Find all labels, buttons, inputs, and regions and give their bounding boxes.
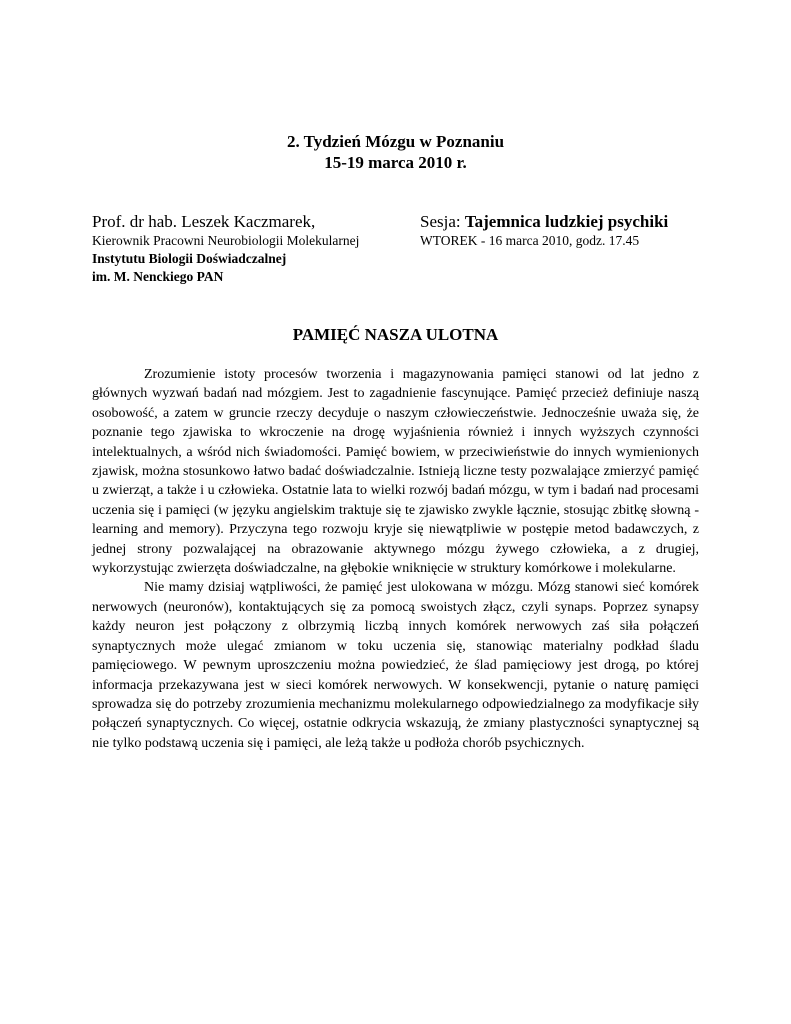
author-position: Kierownik Pracowni Neurobiologii Molekularnej [92, 233, 360, 248]
paragraph: Zrozumienie istoty procesów tworzenia i magazynowania pamięci stanowi od lat jedno z głównych wyzwań badań nad mózgiem. Jest to zagadnienie fascynujące. Pamięć przecież definiuje naszą osobowość, a zatem w gruncie rzeczy decyduje o naszym człowieczeństwie. Jednocześnie uważa się, że poznanie tego zjawiska to wkroczenie na drogę wyjaśnienia również i innych wyższych czynności intelektualnych, a wśród nich świadomości. Pamięć bowiem, w przeciwieństwie do innych wymienionych zjawisk, można stosunkowo łatwo badać doświadczalnie. Istnieją liczne testy pozwalające zmierzyć pamięć u zwierząt, a także i u człowieka. Ostatnie lata to wielki rozwój badań mózgu, w tym i badań nad procesami uczenia się i pamięci (w języku angielskim traktuje się te zjawisko zwykle łącznie, stosując zbitkę słowną - learning and memory). Przyczyna tego rozwoju kryje się niewątpliwie w postępie metod badawczych, z jednej strony pozwalającej na obrazowanie aktywnego mózgu żywego człowieka, a z drugiej, wykorzystując zwierzęta doświadczalne, na głębokie wniknięcie w struktury komórkowe i molekularne. [92, 367, 699, 577]
event-name: 2. Tydzień Mózgu w Poznaniu [286, 132, 505, 151]
author-block [92, 211, 412, 286]
article-body [92, 365, 699, 753]
author-institute-name: im. M. Nenckiego PAN [92, 269, 224, 284]
event-header [0, 131, 791, 173]
paragraph: Nie mamy dzisiaj wątpliwości, że pamięć jest ulokowana w mózgu. Mózg stanowi sieć komórek nerwowych (neuronów), kontaktujących się za pomocą swoistych złącz, czyli synaps. Poprzez synapsy każdy neuron jest połączony z olbrzymią liczbą innych komórek nerwowych zaś siła połączeń synaptycznych może ulegać zmianom w toku uczenia się, stanowiąc materialny podkład śladu pamięciowego. W pewnym uproszczeniu można powiedzieć, że ślad pamięciowy jest drogą, po której informacja przekazywana jest w sieci komórek nerwowych. W konsekwencji, pytanie o naturę pamięci sprowadza się do potrzeby zrozumienia mechanizmu molekularnego odpowiedzialnego za modyfikacje siły połączeń synaptycznych. Co więcej, ostatnie odkrycia wskazują, że zmiany plastyczności synaptycznej są nie tylko podstawą uczenia się i pamięci, ale leżą także u podłoża chorób psychicznych. [92, 580, 699, 751]
author-institute: Instytutu Biologii Doświadczalnej [92, 251, 287, 266]
event-dates: 15-19 marca 2010 r. [324, 153, 467, 172]
session-datetime: WTOREK - 16 marca 2010, godz. 17.45 [420, 233, 640, 248]
session-block [420, 211, 720, 250]
session-title: Tajemnica ludzkiej psychiki [464, 212, 669, 231]
author-name: Prof. dr hab. Leszek Kaczmarek, [92, 212, 316, 231]
session-label: Sesja: [420, 212, 465, 231]
article-title: PAMIĘĆ NASZA ULOTNA [292, 325, 499, 344]
